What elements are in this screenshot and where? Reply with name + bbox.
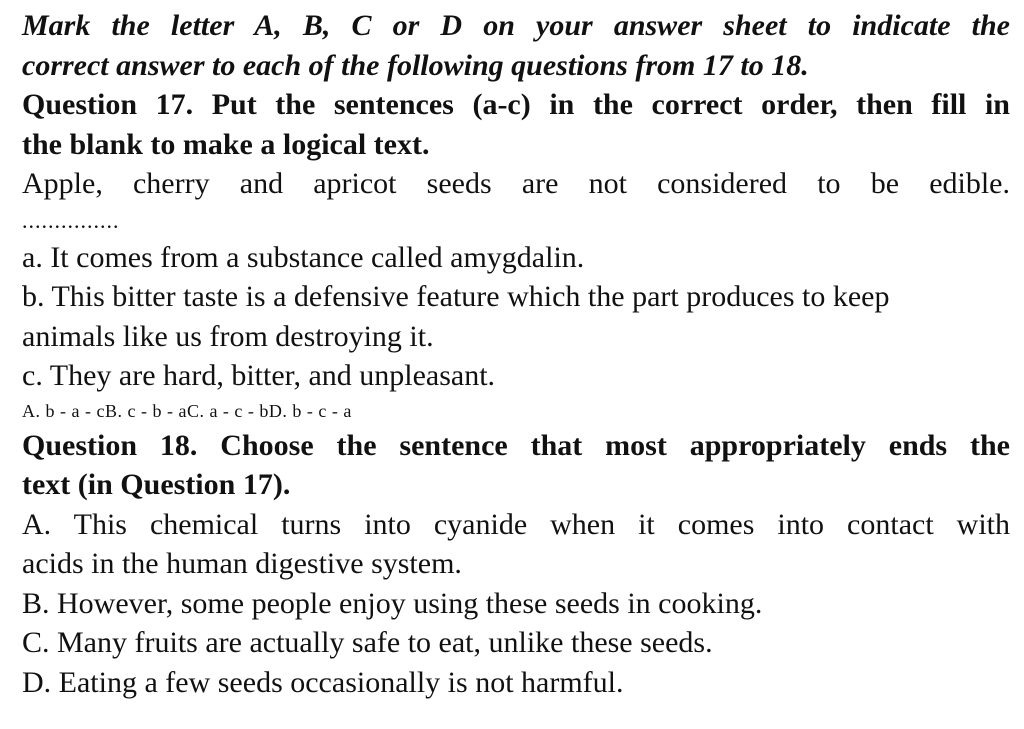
question-18-title-line-1: Question 18. Choose the sentence that most appropriately ends the <box>22 428 1010 462</box>
question-17-options: A. b - a - cB. c - b - aC. a - c - bD. b - c - a <box>22 400 352 421</box>
question-17-text: Apple, cherry and apricot seeds are not considered to be edible. <box>22 167 1010 200</box>
question-18-option-b: B. However, some people enjoy using these seeds in cooking. <box>22 586 763 620</box>
question-18-option-a-line-2: acids in the human digestive system. <box>22 547 462 580</box>
sentence-b-line-1: b. This bitter taste is a defensive feature which the part produces to keep <box>22 280 890 313</box>
instruction-line-2: correct answer to each of the following questions from 17 to 18. <box>22 48 809 82</box>
instruction-line-1: Mark the letter A, B, C or D on your answer sheet to indicate the <box>22 9 1010 42</box>
question-18-option-a-line-1: A. This chemical turns into cyanide when it comes into contact with <box>22 507 1010 541</box>
sentence-a: a. It comes from a substance called amygdalin. <box>22 240 585 274</box>
question-18-option-d: D. Eating a few seeds occasionally is not harmful. <box>22 665 624 699</box>
question-17-title-line-1: Question 17. Put the sentences (a-c) in the correct order, then fill in <box>22 88 1010 121</box>
question-18-option-c: C. Many fruits are actually safe to eat, unlike these seeds. <box>22 626 713 659</box>
question-17-title-line-2: the blank to make a logical text. <box>22 127 430 161</box>
question-17-blank: ............... <box>22 207 120 233</box>
sentence-c: c. They are hard, bitter, and unpleasant. <box>22 359 496 392</box>
question-18-title-line-2: text (in Question 17). <box>22 468 291 501</box>
sentence-b-line-2: animals like us from destroying it. <box>22 319 434 353</box>
